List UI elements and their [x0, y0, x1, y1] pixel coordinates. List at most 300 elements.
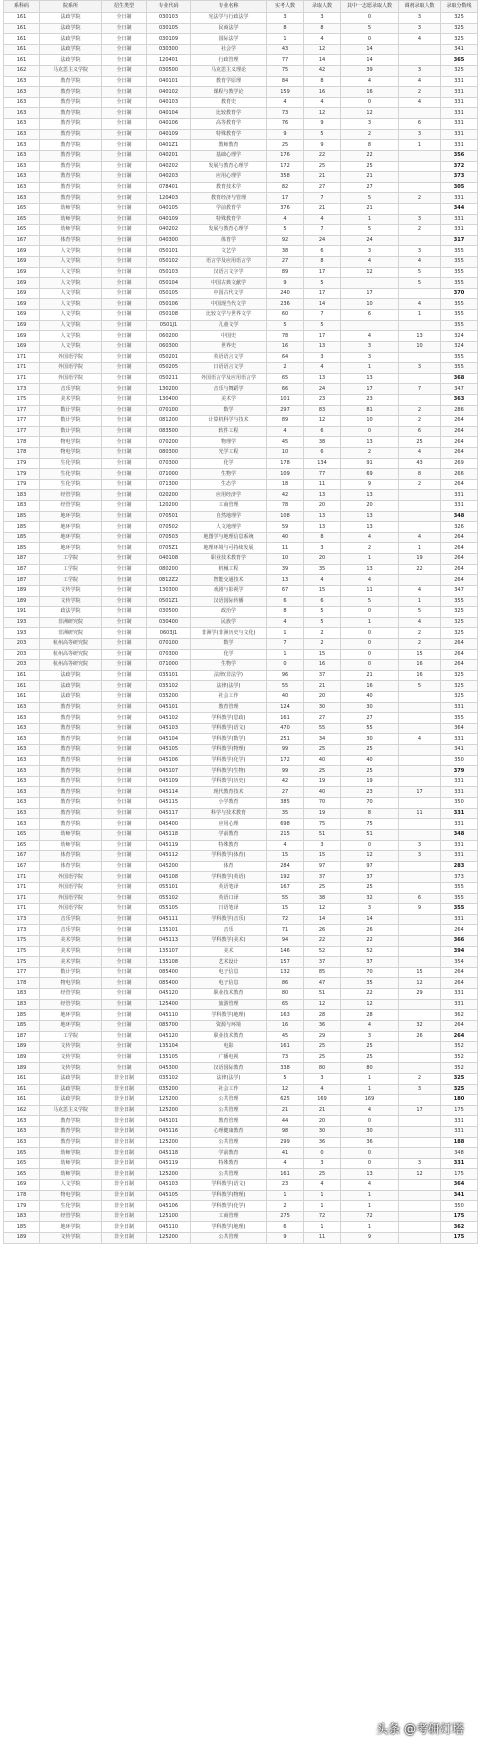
table-cell: 全日制 — [102, 384, 147, 395]
table-row — [4, 352, 478, 363]
table-cell: 工学院 — [40, 1031, 102, 1042]
table-cell: 030300 — [147, 44, 191, 55]
table-cell: 11 — [399, 808, 441, 819]
table-cell: 035102 — [147, 1073, 191, 1084]
table-cell: 地理环境与可持续发展 — [191, 543, 267, 554]
table-row — [4, 1010, 478, 1021]
table-cell: 0401Z1 — [147, 140, 191, 151]
table-row — [4, 341, 478, 352]
table-cell: 355 — [441, 363, 478, 374]
admission-table-sheet — [3, 0, 477, 1244]
table-cell: 教育技术学 — [191, 182, 267, 193]
table-row — [4, 447, 478, 458]
table-cell: 全日制 — [102, 76, 147, 87]
table-cell: 16 — [267, 1020, 304, 1031]
table-cell: 3 — [304, 1073, 341, 1084]
table-cell — [399, 702, 441, 713]
table-cell: 325 — [441, 607, 478, 618]
table-cell: 3 — [399, 363, 441, 374]
table-cell: 中国现当代文学 — [191, 299, 267, 310]
table-cell — [399, 575, 441, 586]
table-cell: 305 — [441, 182, 478, 193]
table-cell: 2 — [399, 405, 441, 416]
table-cell: 0 — [304, 1148, 341, 1159]
table-cell: 1 — [399, 543, 441, 554]
table-cell: 全日制 — [102, 405, 147, 416]
table-cell: 99 — [267, 745, 304, 756]
table-cell: 17 — [304, 288, 341, 299]
table-cell: 英语口译 — [191, 893, 267, 904]
table-row — [4, 670, 478, 681]
table-cell: 全日制 — [102, 458, 147, 469]
table-cell: 中国古代文学 — [191, 288, 267, 299]
table-cell: 特殊教育学 — [191, 214, 267, 225]
table-cell: 6 — [399, 893, 441, 904]
table-cell: 264 — [441, 554, 478, 565]
table-cell: 37 — [304, 872, 341, 883]
table-cell: 135101 — [147, 925, 191, 936]
table-cell: 078401 — [147, 182, 191, 193]
table-cell: 生物学 — [191, 469, 267, 480]
table-row — [4, 1180, 478, 1191]
table-cell — [399, 55, 441, 66]
table-cell: 学科教学(生物) — [191, 766, 267, 777]
table-cell: 331 — [441, 119, 478, 130]
table-cell: 生态学 — [191, 479, 267, 490]
table-cell: 0812Z2 — [147, 575, 191, 586]
table-cell: 045120 — [147, 1031, 191, 1042]
table-cell: 12 — [399, 1169, 441, 1180]
table-cell: 66 — [267, 384, 304, 395]
table-cell: 法律(法学) — [191, 681, 267, 692]
table-cell: 171 — [4, 872, 40, 883]
table-cell: 325 — [441, 628, 478, 639]
table-cell — [399, 1052, 441, 1063]
table-cell: 16 — [304, 660, 341, 671]
table-cell: 8 — [304, 257, 341, 268]
table-cell: 045116 — [147, 1126, 191, 1137]
table-cell: 125200 — [147, 1169, 191, 1180]
table-cell: 全日制 — [102, 490, 147, 501]
table-cell: 公共管理 — [191, 1095, 267, 1106]
table-cell: 47 — [304, 978, 341, 989]
table-cell: 文传学院 — [40, 1042, 102, 1053]
table-cell: 外国语学院 — [40, 363, 102, 374]
table-cell: 84 — [267, 76, 304, 87]
table-row — [4, 490, 478, 501]
table-cell: 社会工作 — [191, 692, 267, 703]
table-cell: 347 — [441, 585, 478, 596]
table-cell: 学科教学(物理) — [191, 1190, 267, 1201]
table-cell: 050104 — [147, 278, 191, 289]
table-cell — [399, 108, 441, 119]
table-cell — [399, 957, 441, 968]
table-cell: 264 — [441, 564, 478, 575]
table-cell: 72 — [267, 914, 304, 925]
table-cell: 050201 — [147, 352, 191, 363]
table-cell: 12 — [304, 44, 341, 55]
table-cell: 050205 — [147, 363, 191, 374]
table-cell: 5 — [267, 320, 304, 331]
table-row — [4, 76, 478, 87]
table-cell: 39 — [267, 564, 304, 575]
table-cell: 10 — [399, 341, 441, 352]
table-cell: 教育学院 — [40, 787, 102, 798]
table-cell: 5 — [341, 596, 399, 607]
table-row — [4, 1158, 478, 1169]
table-row — [4, 946, 478, 957]
table-cell: 163 — [4, 702, 40, 713]
table-cell: 120200 — [147, 501, 191, 512]
table-body — [4, 13, 478, 1244]
table-cell: 358 — [267, 172, 304, 183]
table-cell: 3 — [267, 13, 304, 24]
table-cell: 非全日制 — [102, 1073, 147, 1084]
table-cell: 185 — [4, 532, 40, 543]
table-row — [4, 989, 478, 1000]
table-cell: 163 — [4, 182, 40, 193]
table-cell: 36 — [304, 1020, 341, 1031]
table-cell: 085700 — [147, 1020, 191, 1031]
table-cell: 宪法学与行政法学 — [191, 13, 267, 24]
table-cell: 5 — [304, 129, 341, 140]
table-cell: 美术学院 — [40, 946, 102, 957]
table-cell: 教育学院 — [40, 702, 102, 713]
table-cell: 264 — [441, 660, 478, 671]
table-cell: 全日制 — [102, 341, 147, 352]
table-cell: 教育史 — [191, 97, 267, 108]
table-cell: 10 — [341, 299, 399, 310]
table-cell: 325 — [441, 66, 478, 77]
table-cell — [399, 745, 441, 756]
table-row — [4, 766, 478, 777]
table-cell: 学科教学(地理) — [191, 1010, 267, 1021]
table-cell: 27 — [341, 182, 399, 193]
table-cell: 163 — [4, 87, 40, 98]
table-cell: 25 — [341, 882, 399, 893]
table-cell: 非全日制 — [102, 1169, 147, 1180]
table-cell: 171 — [4, 882, 40, 893]
table-cell: 163 — [4, 713, 40, 724]
table-cell: 45 — [267, 1031, 304, 1042]
table-cell: 163 — [4, 734, 40, 745]
table-cell: 177 — [4, 426, 40, 437]
table-cell: 教育学院 — [40, 150, 102, 161]
table-cell: 经管学院 — [40, 1211, 102, 1222]
table-cell: 9 — [399, 904, 441, 915]
table-row — [4, 957, 478, 968]
table-cell: 地图学与地理信息系统 — [191, 532, 267, 543]
table-cell: 341 — [441, 745, 478, 756]
table-cell: 5 — [399, 278, 441, 289]
table-cell: 193 — [4, 628, 40, 639]
table-cell: 法律(法学) — [191, 1073, 267, 1084]
table-cell: 全日制 — [102, 670, 147, 681]
table-cell: 25 — [304, 766, 341, 777]
table-cell: 外国语学院 — [40, 893, 102, 904]
table-cell: 045101 — [147, 1116, 191, 1127]
table-cell: 183 — [4, 490, 40, 501]
table-cell: 法政学院 — [40, 681, 102, 692]
table-row — [4, 999, 478, 1010]
table-cell: 203 — [4, 660, 40, 671]
table-cell — [399, 713, 441, 724]
table-cell: 非全日制 — [102, 1201, 147, 1212]
table-cell: 教育学原理 — [191, 76, 267, 87]
col-header: 系科码 — [4, 1, 40, 13]
table-cell: 教育学院 — [40, 798, 102, 809]
table-cell: 40 — [304, 755, 341, 766]
table-cell: 教育管理 — [191, 1116, 267, 1127]
table-cell: 040202 — [147, 161, 191, 172]
table-cell: 5 — [399, 267, 441, 278]
table-cell: 625 — [267, 1095, 304, 1106]
table-cell — [399, 882, 441, 893]
table-cell: 20 — [304, 554, 341, 565]
table-cell: 163 — [4, 798, 40, 809]
table-cell: 全日制 — [102, 225, 147, 236]
table-cell: 生物学 — [191, 660, 267, 671]
table-cell: 331 — [441, 999, 478, 1010]
table-cell: 16 — [341, 87, 399, 98]
table-cell: 2 — [399, 87, 441, 98]
table-cell: 161 — [4, 692, 40, 703]
table-cell: 22 — [304, 150, 341, 161]
table-cell: 35 — [304, 564, 341, 575]
table-cell: 331 — [441, 787, 478, 798]
table-cell: 1 — [341, 1201, 399, 1212]
table-cell: 264 — [441, 543, 478, 554]
table-cell: 全日制 — [102, 660, 147, 671]
table-row — [4, 119, 478, 130]
col-header: 实考人数 — [267, 1, 304, 13]
table-cell: 1 — [267, 649, 304, 660]
table-cell: 355 — [441, 882, 478, 893]
table-cell: 0 — [341, 638, 399, 649]
table-cell: 109 — [267, 469, 304, 480]
table-cell: 3 — [341, 352, 399, 363]
table-cell: 96 — [267, 670, 304, 681]
table-cell: 21 — [341, 670, 399, 681]
table-cell: 幼师学院 — [40, 203, 102, 214]
table-cell: 15 — [399, 649, 441, 660]
table-cell: 全日制 — [102, 193, 147, 204]
table-cell — [399, 522, 441, 533]
table-cell — [399, 1116, 441, 1127]
table-cell: 82 — [267, 182, 304, 193]
table-cell: 教师教育 — [191, 140, 267, 151]
table-cell: 生化学院 — [40, 469, 102, 480]
table-cell: 050105 — [147, 288, 191, 299]
table-cell: 21 — [304, 1105, 341, 1116]
table-cell: 299 — [267, 1137, 304, 1148]
table-row — [4, 628, 478, 639]
table-cell: 35 — [341, 978, 399, 989]
table-cell: 发展与教育心理学 — [191, 225, 267, 236]
table-cell: 169 — [341, 1095, 399, 1106]
table-cell: 035200 — [147, 1084, 191, 1095]
table-cell: 173 — [4, 384, 40, 395]
table-cell: 儿童文学 — [191, 320, 267, 331]
table-cell: 地环学院 — [40, 511, 102, 522]
table-cell: 学前教育学 — [191, 203, 267, 214]
table-cell: 非全日制 — [102, 1126, 147, 1137]
table-cell: 化学 — [191, 458, 267, 469]
table-cell: 10 — [267, 447, 304, 458]
table-cell — [399, 1190, 441, 1201]
table-cell: 21 — [304, 681, 341, 692]
table-row — [4, 320, 478, 331]
table-cell: 12 — [267, 1084, 304, 1095]
table-cell: 167 — [4, 861, 40, 872]
table-cell: 6 — [267, 596, 304, 607]
table-cell: 4 — [341, 1020, 399, 1031]
table-row — [4, 161, 478, 172]
table-cell: 非全日制 — [102, 1137, 147, 1148]
table-cell — [341, 278, 399, 289]
table-cell: 040105 — [147, 203, 191, 214]
table-cell: 12 — [341, 267, 399, 278]
table-cell: 工商管理 — [191, 501, 267, 512]
table-cell: 法政学院 — [40, 34, 102, 45]
table-cell: 78 — [267, 501, 304, 512]
table-cell: 42 — [267, 776, 304, 787]
table-cell: 教育学院 — [40, 734, 102, 745]
table-cell: 264 — [441, 416, 478, 427]
table-cell: 4 — [341, 532, 399, 543]
table-cell: 297 — [267, 405, 304, 416]
table-cell: 75 — [341, 819, 399, 830]
table-cell: 4 — [399, 585, 441, 596]
table-cell: 26 — [304, 925, 341, 936]
table-cell: 15 — [399, 967, 441, 978]
table-cell: 3 — [399, 129, 441, 140]
table-cell — [399, 1042, 441, 1053]
table-cell: 23 — [267, 1180, 304, 1191]
table-cell: 185 — [4, 1222, 40, 1233]
table-cell: 22 — [341, 150, 399, 161]
table-cell: 法政学院 — [40, 55, 102, 66]
table-cell: 全日制 — [102, 745, 147, 756]
table-cell: 355 — [441, 352, 478, 363]
table-cell: 外国语学院 — [40, 872, 102, 883]
table-cell: 全日制 — [102, 554, 147, 565]
table-cell: 187 — [4, 575, 40, 586]
table-cell: 全日制 — [102, 511, 147, 522]
table-cell: 203 — [4, 638, 40, 649]
table-cell: 0 — [341, 840, 399, 851]
table-cell: 27 — [304, 713, 341, 724]
table-row — [4, 278, 478, 289]
table-cell: 045200 — [147, 861, 191, 872]
table-cell: 全日制 — [102, 363, 147, 374]
table-cell: 旅游管理 — [191, 999, 267, 1010]
table-cell: 045113 — [147, 936, 191, 947]
col-header: 录取分数线 — [441, 1, 478, 13]
table-cell: 355 — [441, 904, 478, 915]
table-cell: 全日制 — [102, 44, 147, 55]
table-cell: 165 — [4, 1169, 40, 1180]
table-cell: 366 — [441, 936, 478, 947]
table-cell: 课程与教学论 — [191, 87, 267, 98]
table-cell: 全日制 — [102, 702, 147, 713]
table-cell: 全日制 — [102, 713, 147, 724]
table-cell: 135104 — [147, 1042, 191, 1053]
table-cell — [399, 1095, 441, 1106]
table-cell: 1 — [399, 310, 441, 321]
table-cell: 全日制 — [102, 373, 147, 384]
table-cell: 学科教学(语文) — [191, 723, 267, 734]
table-cell: 5 — [304, 607, 341, 618]
table-cell: 杭州高等研究院 — [40, 638, 102, 649]
table-cell: 12 — [304, 108, 341, 119]
table-cell: 0 — [341, 1116, 399, 1127]
table-cell: 355 — [441, 596, 478, 607]
table-cell — [399, 1126, 441, 1137]
table-cell: 体育学院 — [40, 235, 102, 246]
table-cell: 全日制 — [102, 23, 147, 34]
table-cell: 全日制 — [102, 13, 147, 24]
table-cell: 全日制 — [102, 34, 147, 45]
table-cell: 177 — [4, 416, 40, 427]
table-cell: 177 — [4, 405, 40, 416]
table-cell: 8 — [267, 23, 304, 34]
table-cell: 050101 — [147, 246, 191, 257]
table-cell: 社会工作 — [191, 1084, 267, 1095]
table-cell: 060300 — [147, 341, 191, 352]
table-cell: 25 — [304, 1042, 341, 1053]
table-row — [4, 787, 478, 798]
table-cell: 全日制 — [102, 501, 147, 512]
table-cell: 045109 — [147, 776, 191, 787]
table-cell: 16 — [341, 681, 399, 692]
table-cell: 169 — [4, 278, 40, 289]
table-cell: 学科教学(音乐) — [191, 914, 267, 925]
table-cell: 14 — [341, 44, 399, 55]
table-row — [4, 214, 478, 225]
table-cell: 全日制 — [102, 87, 147, 98]
table-cell: 6 — [341, 310, 399, 321]
table-cell: 25 — [267, 140, 304, 151]
table-cell: 4 — [267, 97, 304, 108]
table-cell: 030105 — [147, 23, 191, 34]
table-cell: 2 — [267, 363, 304, 374]
table-cell: 19 — [399, 554, 441, 565]
table-cell: 324 — [441, 331, 478, 342]
table-cell: 0705Z1 — [147, 543, 191, 554]
table-cell: 355 — [441, 267, 478, 278]
table-cell: 1 — [341, 214, 399, 225]
table-cell: 自然地理学 — [191, 511, 267, 522]
table-cell: 179 — [4, 458, 40, 469]
table-cell: 教育学院 — [40, 1116, 102, 1127]
table-row — [4, 34, 478, 45]
table-cell: 4 — [399, 257, 441, 268]
table-row — [4, 458, 478, 469]
table-cell: 音乐学院 — [40, 925, 102, 936]
table-cell: 行政管理 — [191, 55, 267, 66]
table-cell: 5 — [341, 23, 399, 34]
table-cell: 165 — [4, 829, 40, 840]
admission-table — [3, 0, 478, 1244]
table-row — [4, 978, 478, 989]
table-cell: 25 — [304, 1052, 341, 1063]
table-cell: 0 — [341, 628, 399, 639]
table-cell: 3 — [304, 543, 341, 554]
table-cell: 外国语学院 — [40, 904, 102, 915]
table-cell: 电子信息 — [191, 967, 267, 978]
table-cell: 11 — [341, 585, 399, 596]
